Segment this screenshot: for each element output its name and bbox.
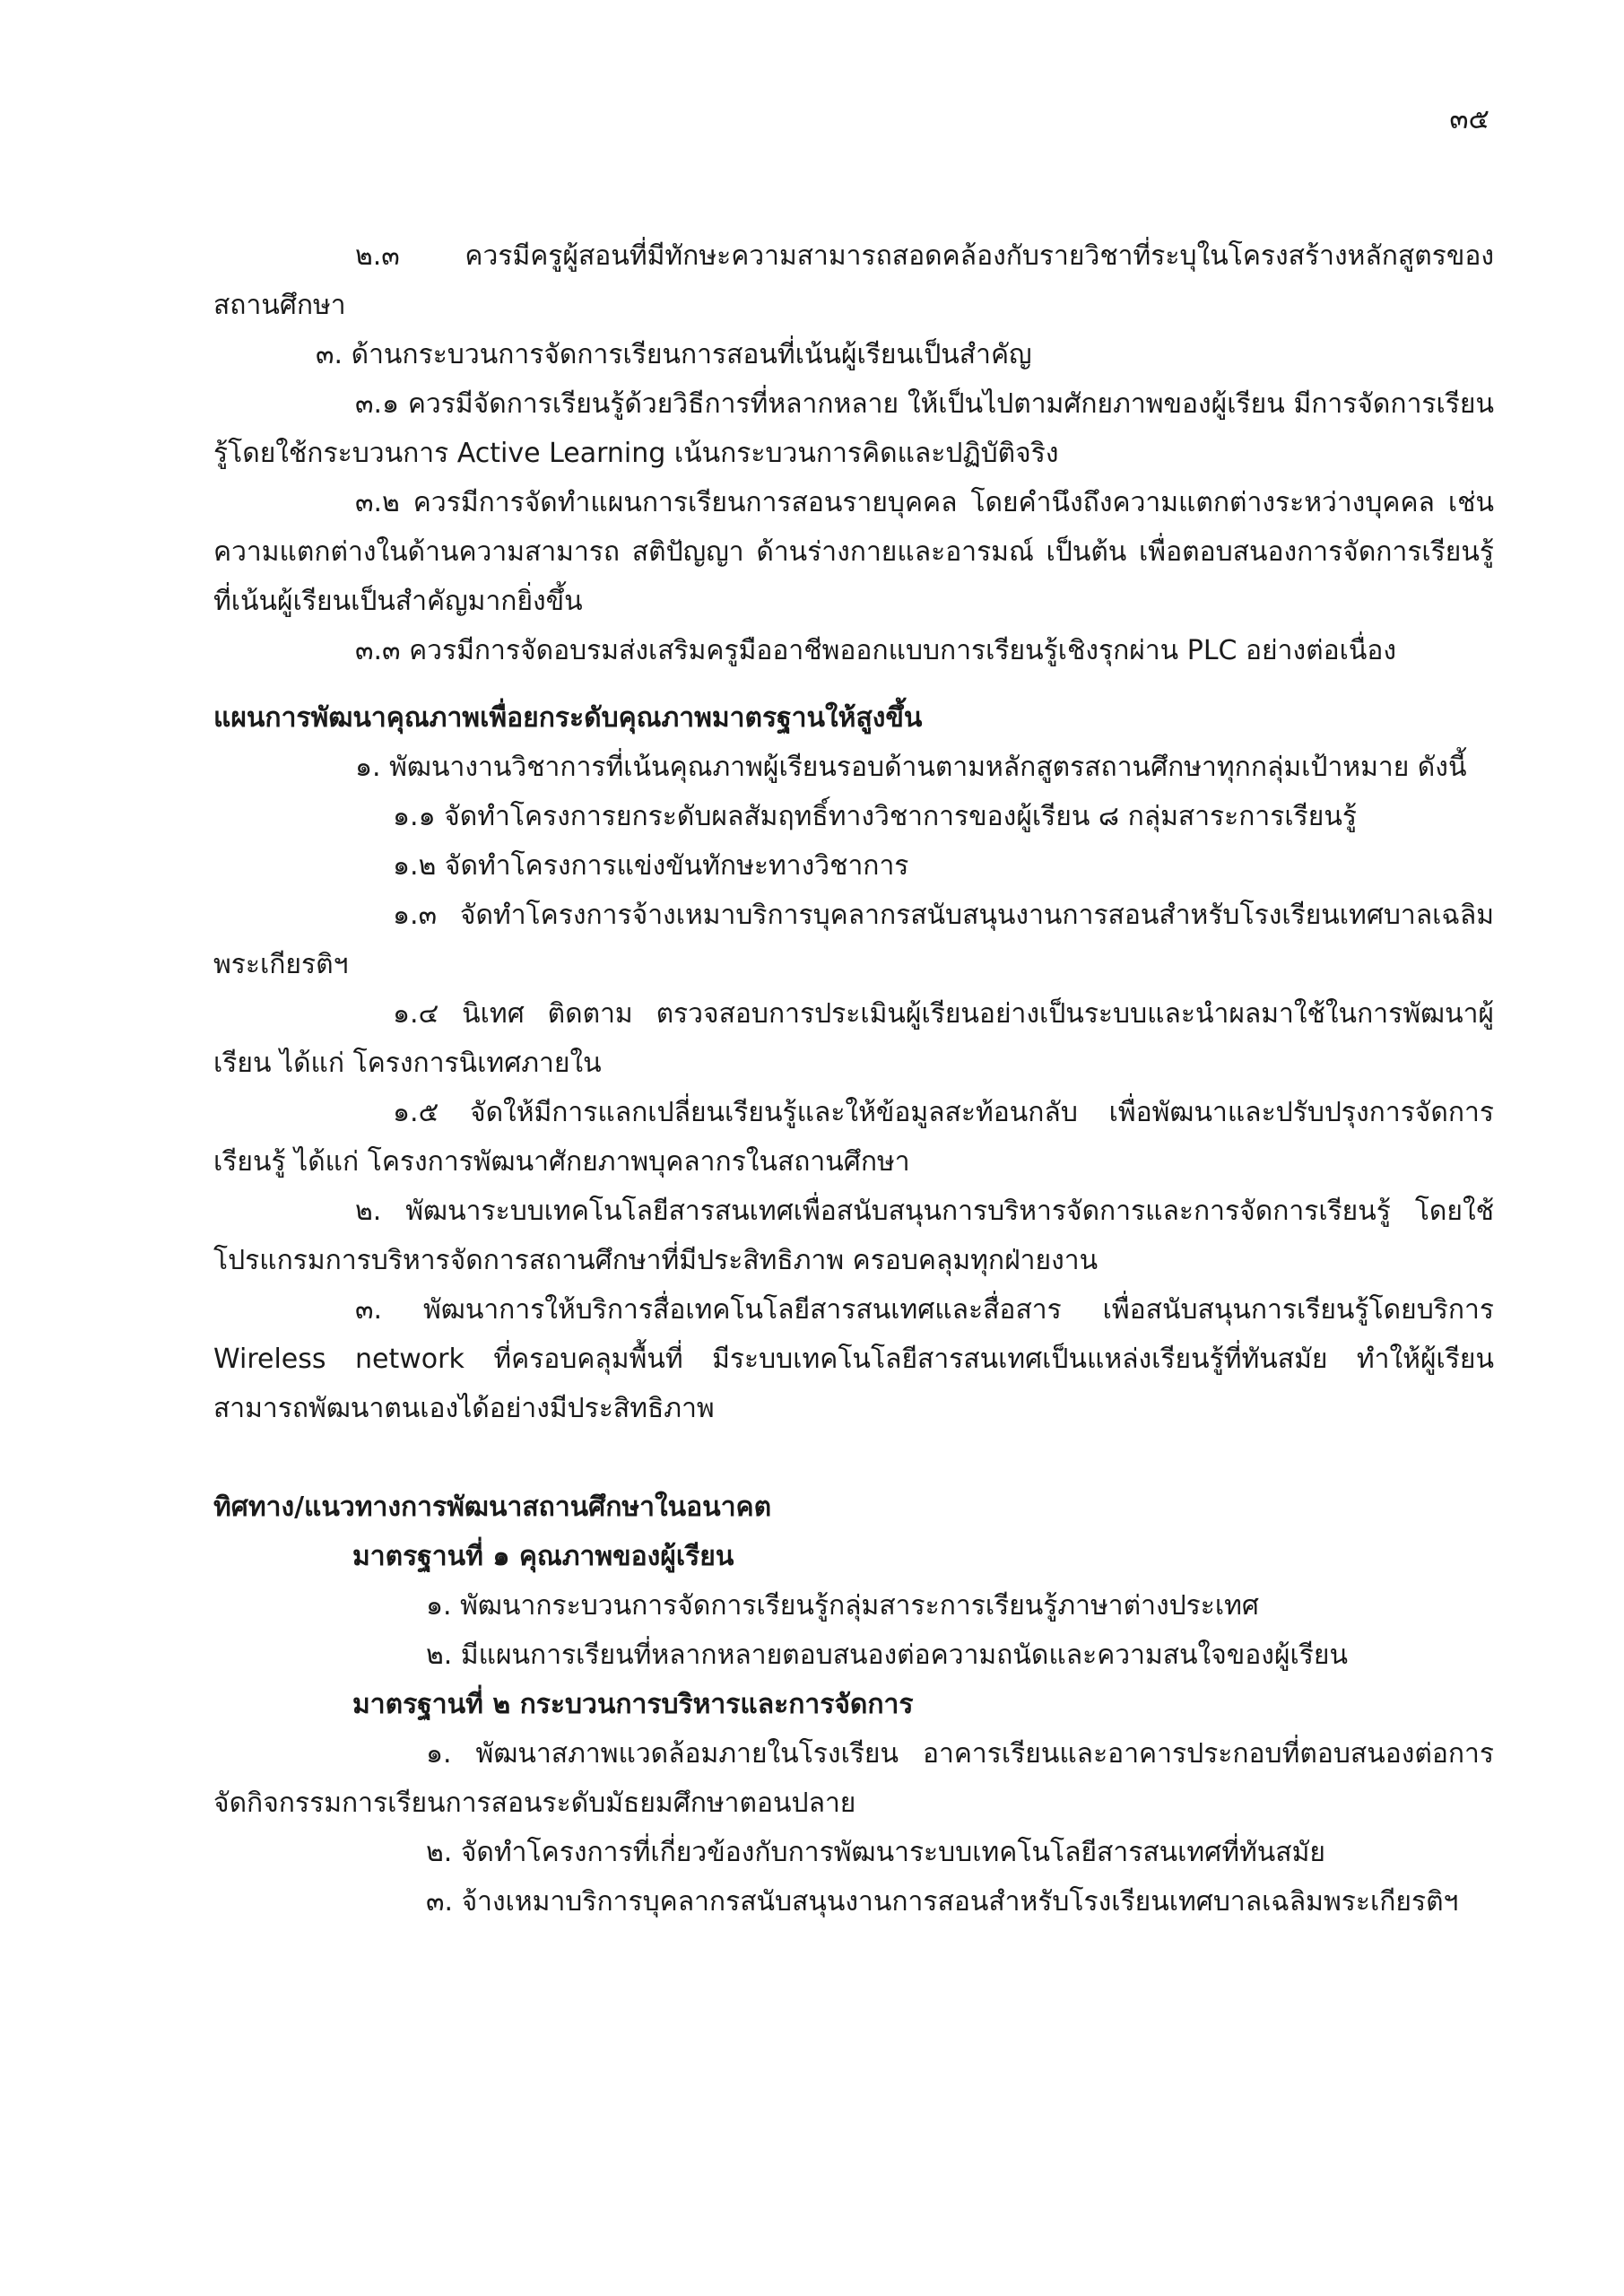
section-heading: ทิศทาง/แนวทางการพัฒนาสถานศึกษาในอนาคต bbox=[213, 1492, 772, 1523]
section-heading: มาตรฐานที่ ๑ คุณภาพของผู้เรียน bbox=[352, 1541, 734, 1572]
paragraph: ๓. พัฒนาการให้บริการสื่อเทคโนโลยีสารสนเทศและสื่อสาร เพื่อสนับสนุนการเรียนรู้โดยบริการ Wireless network ที่ครอบคลุมพื้นที่ มีระบบเทคโนโลยีสารสนเทศเป็นแหล่งเรียนรู้ที่ทันสมัย ทำให้ผู้เรียนสามารถพัฒนาตนเองได้อย่างมีประสิทธิภาพ bbox=[213, 1294, 1494, 1424]
paragraph: ๒. จัดทำโครงการที่เกี่ยวข้องกับการพัฒนาระบบเทคโนโลยีสารสนเทศที่ทันสมัย bbox=[426, 1837, 1325, 1868]
paragraph: ๑.๓ จัดทำโครงการจ้างเหมาบริการบุคลากรสนับสนุนงานการสอนสำหรับโรงเรียนเทศบาลเฉลิมพระเกียรติฯ bbox=[213, 900, 1494, 980]
paragraph: ๓.๑ ควรมีจัดการเรียนรู้ด้วยวิธีการที่หลากหลาย ให้เป็นไปตามศักยภาพของผู้เรียน มีการจัดการเรียนรู้โดยใช้กระบวนการ Active Learning เน้นกระบวนการคิดและปฏิบัติจริง bbox=[213, 388, 1494, 469]
section-heading: แผนการพัฒนาคุณภาพเพื่อยกระดับคุณภาพมาตรฐานให้สูงขึ้น bbox=[213, 702, 923, 734]
paragraph: ๑.๕ จัดให้มีการแลกเปลี่ยนเรียนรู้และให้ข้อมูลสะท้อนกลับ เพื่อพัฒนาและปรับปรุงการจัดการเรียนรู้ ได้แก่ โครงการพัฒนาศักยภาพบุคลากรในสถานศึกษา bbox=[213, 1097, 1494, 1178]
paragraph: ๑. พัฒนางานวิชาการที่เน้นคุณภาพผู้เรียนรอบด้านตามหลักสูตรสถานศึกษาทุกกลุ่มเป้าหมาย ดังนี้ bbox=[355, 752, 1467, 783]
section-gap bbox=[213, 675, 1494, 693]
paragraph: ๑.๒ จัดทำโครงการแข่งขันทักษะทางวิชาการ bbox=[393, 850, 909, 882]
paragraph: ๑.๑ จัดทำโครงการยกระดับผลสัมฤทธิ์ทางวิชาการของผู้เรียน ๘ กลุ่มสาระการเรียนรู้ bbox=[393, 801, 1357, 832]
paragraph: ๓. ด้านกระบวนการจัดการเรียนการสอนที่เน้นผู้เรียนเป็นสำคัญ bbox=[316, 339, 1032, 370]
paragraph: ๓.๓ ควรมีการจัดอบรมส่งเสริมครูมืออาชีพออกแบบการเรียนรู้เชิงรุกผ่าน PLC อย่างต่อเนื่อง bbox=[355, 635, 1397, 666]
paragraph: ๑.๔ นิเทศ ติดตาม ตรวจสอบการประเมินผู้เรียนอย่างเป็นระบบและนำผลมาใช้ในการพัฒนาผู้เรียน ได้แก่ โครงการนิเทศภายใน bbox=[213, 998, 1494, 1079]
paragraph: ๒.๓ ควรมีครูผู้สอนที่มีทักษะความสามารถสอดคล้องกับรายวิชาที่ระบุในโครงสร้างหลักสูตรของสถานศึกษา bbox=[213, 240, 1494, 321]
page-number: ๓๕ bbox=[1449, 103, 1489, 135]
paragraph: ๓.๒ ควรมีการจัดทำแผนการเรียนการสอนรายบุคคล โดยคำนึงถึงความแตกต่างระหว่างบุคคล เช่น ความแตกต่างในด้านความสามารถ สติปัญญา ด้านร่างกายและอารมณ์ เป็นต้น เพื่อตอบสนองการจัดการเรียนรู้ที่เน้นผู้เรียนเป็นสำคัญมากยิ่งขึ้น bbox=[213, 487, 1494, 617]
paragraph: ๓. จ้างเหมาบริการบุคลากรสนับสนุนงานการสอนสำหรับโรงเรียนเทศบาลเฉลิมพระเกียรติฯ bbox=[426, 1886, 1459, 1918]
section-gap bbox=[213, 1433, 1494, 1483]
paragraph: ๒. มีแผนการเรียนที่หลากหลายตอบสนองต่อความถนัดและความสนใจของผู้เรียน bbox=[426, 1639, 1348, 1671]
section-heading: มาตรฐานที่ ๒ กระบวนการบริหารและการจัดการ bbox=[352, 1689, 914, 1720]
paragraph: ๑. พัฒนากระบวนการจัดการเรียนรู้กลุ่มสาระการเรียนรู้ภาษาต่างประเทศ bbox=[426, 1590, 1259, 1622]
paragraph: ๑. พัฒนาสภาพแวดล้อมภายในโรงเรียน อาคารเรียนและอาคารประกอบที่ตอบสนองต่อการจัดกิจกรรมการเรียนการสอนระดับมัธยมศึกษาตอนปลาย bbox=[213, 1738, 1494, 1819]
paragraph: ๒. พัฒนาระบบเทคโนโลยีสารสนเทศเพื่อสนับสนุนการบริหารจัดการและการจัดการเรียนรู้ โดยใช้โปรแกรมการบริหารจัดการสถานศึกษาที่มีประสิทธิภาพ ครอบคลุมทุกฝ่ายงาน bbox=[213, 1196, 1494, 1276]
document-body bbox=[213, 231, 1494, 1926]
